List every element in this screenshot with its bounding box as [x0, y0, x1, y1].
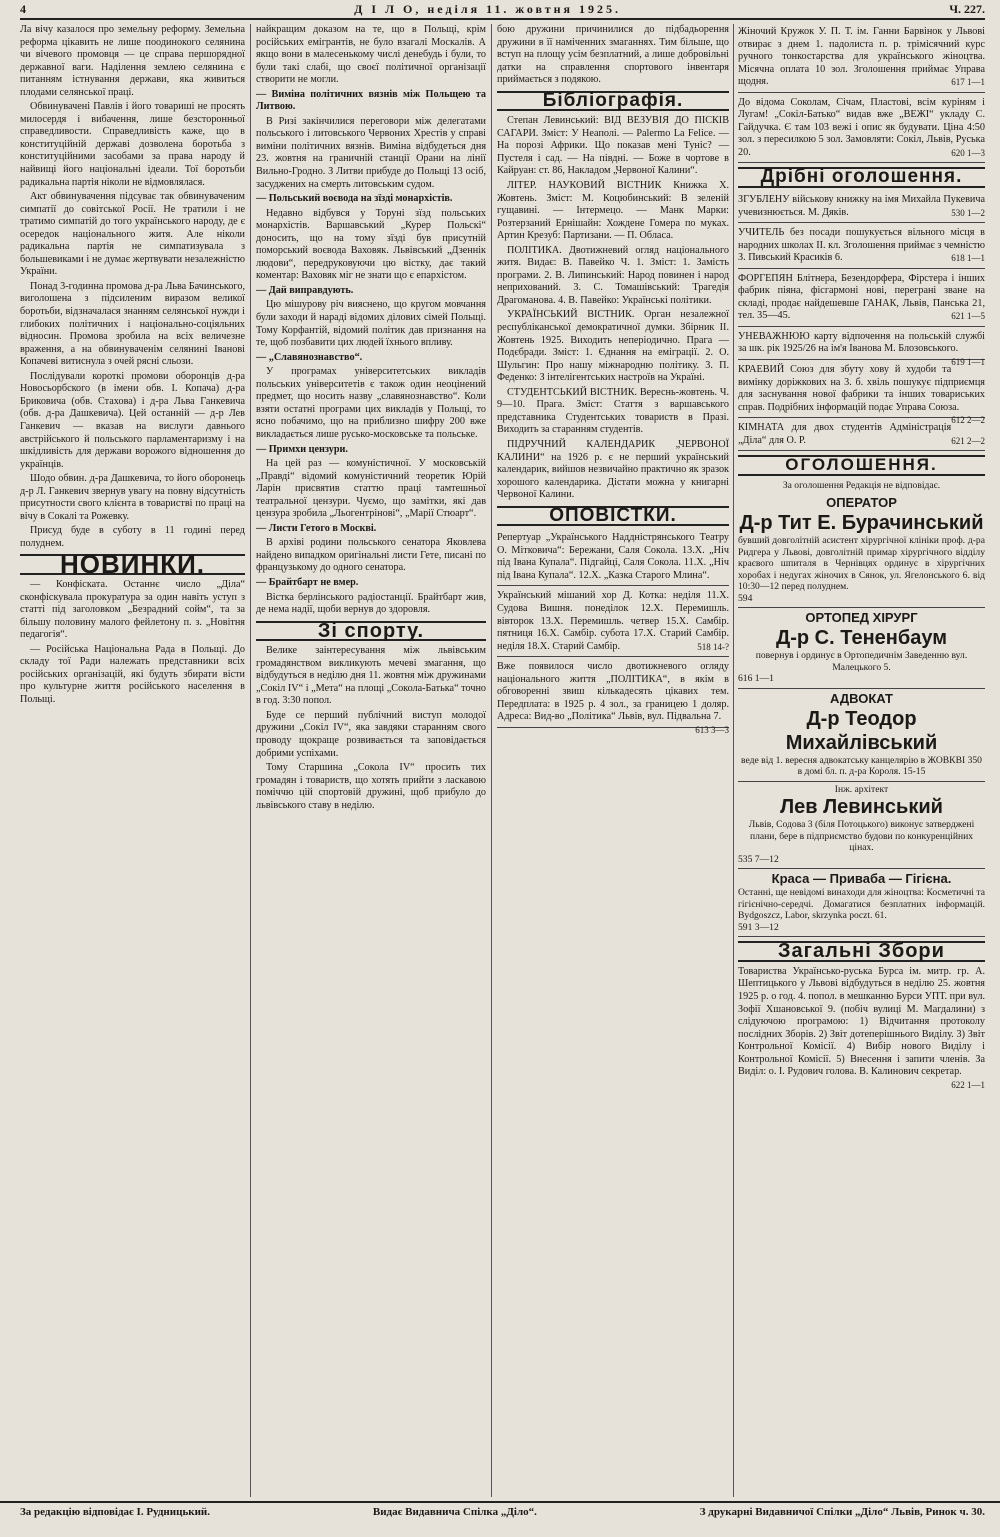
news-heading: — „Славянознавство“.	[256, 351, 363, 363]
column-2	[256, 24, 486, 1497]
bibliography-entry: СТУДЕНТСЬКИЙ ВІСТНИК. Вереснь-жовтень. Ч. 9—10. Прага. Зміст: Стаття з варшавського представника Студентських товариств в Празі. Виходить за старанням студентів.	[497, 386, 729, 436]
bibliography-entry: ПІДРУЧНИЙ КАЛЕНДАРИК „ЧЕРВОНОЇ КАЛИНИ“ на 1926 р. є не перший український календарик, вийшов незвичайно практично як зразок хорошого календарика. Дістати можна у книгарні Червоної Калини.	[497, 438, 729, 501]
ad-reference: 619 1—1	[951, 357, 985, 368]
ad-text: До відома Соколам, Січам, Пластові, всім куріням і Лугам! „Сокіл-Батько“ видав вже „ВЕЖІ“ укладу С. Гайдучка. Є там 103 вежі і опис як будувати. Ціна 4:50 зол. з пересилкою 5 зол. Замовляти: Сокіл, Львів, Руська 20.	[738, 96, 985, 158]
ad-text: УЧИТЕЛЬ без посади пошукується вільного місця в народних школах ІІ. кл. Зголошення приймає з чемністю З. Пивський Красиків 6.	[738, 227, 985, 264]
classified-ad	[738, 362, 985, 426]
announcement	[497, 588, 729, 657]
announcement-text: Вже появилося число двотижневого огляду національного життя „ПОЛІТИКА“, в якім в обговоренні звиш кількадесять цікавих тем. Передплата: в 1925 р. 4 зол., за границею 1 доляр. Адреса: Вид-во „Політика“ Львів, вул. Підвальна 7.	[497, 661, 729, 723]
column-4	[738, 24, 985, 1497]
ad-reference: 616 1—1	[738, 673, 774, 685]
meeting-notice	[738, 965, 985, 1090]
ad-reference: 535 7—12	[738, 853, 779, 865]
masthead	[20, 0, 985, 20]
ad-text: УНЕВАЖНЮЮ карту відпочення на польській службі за шк. рік 1925/26 на ім'я Іванова М. Блозовського.	[738, 330, 985, 355]
announcement	[497, 530, 729, 586]
news-item: В Ризі закінчилися переговори між делегатами польського і литовського Червоних Хрестів у справі виміни політичних вязнів. Виміна відбудеться дня 23. жовтня на граничній станції Орани на лінії Вильно-Гродно. З Литви прибуде до Польщі 13 осіб, засуджених на смерть литовським судом.	[256, 115, 486, 190]
column-3	[497, 24, 729, 1497]
article-paragraph: Понад 3-годинна промова д-ра Льва Бачинського, виголошена з підсиленим виразом великої боротьби, відзначалася знанням селянської нужди і глибоких політичних і національно-соціяльних відносин. Промова зробила на всіх величезне враження, а на обвинуваченім селянині Іванові Копачеві витиснула з очей рясні сльози.	[20, 280, 245, 368]
footer-printer: З друкарні Видавничої Спілки „Діло“ Львів, Ринок ч. 30.	[699, 1506, 985, 1518]
column-1	[20, 24, 245, 1497]
footer-rule	[0, 1501, 1000, 1503]
footer-publisher: Видає Видавнича Спілка „Діло“.	[372, 1506, 537, 1518]
ad-reference: 612 2—2	[951, 415, 985, 426]
section-heading-advertisements: ОГОЛОШЕННЯ.	[738, 455, 985, 476]
ad-text: КРАЕВИЙ Союз для збуту хову й худоби та вимінку доріжкових на 3. б. хвіль пошукує підприємця для заснування нової фабрики та інших товариських справ. Подрібних інформацій подає Управа Союза.	[738, 364, 985, 413]
sport-paragraph: Буде се перший публічний виступ молодої дружини „Сокіл IV“, яка завдяки старанням свого проводу щокраще розвивається та заповідається добрими успіхами.	[256, 709, 486, 759]
news-item: — Російська Національна Рада в Польщі. До складу тої Ради належать представники всіх російських організацій, які будуть збирати вісти про культурне життя російського населення в Польщі.	[20, 643, 245, 705]
article-paragraph: Акт обвинувачення підсуває так обвинуваченим симпатії до совітської Росії. Не тратили і не тратимо симпатій до того українського народу, де є осередок національного житя. Але ніколи радикальна партія не симпатизувала з большевиками і не думає жертвувати незалежністю України.	[20, 191, 245, 278]
masthead-title: Д І Л О, неділя 11. жовтня 1925.	[354, 1, 622, 16]
section-heading-announcements: ОПОВІСТКИ.	[497, 506, 729, 527]
ad-text: Жіночий Кружок У. П. Т. ім. Ганни Барвінок у Львові отвирає з днем 1. падолиста п. р. трімісячний курс ручного тонкостарства для українського жіноцтва. Місячна оплата 10 зол. Зголошення приймає Управа щодня.	[738, 26, 985, 88]
news-item: Недавно відбувся у Торуні зїзд польських монархістів. Варшавський „Курер Польскі“ доносить, що на тому зїзді був присутній поморський воєвода Ваховяк. Львівський „Дзеннік людови“, передруковуючи цю вістку, дає такий коментар: Ваховяк міг не знати що є епархістом.	[256, 207, 486, 282]
column-divider	[491, 24, 492, 1497]
news-item: — Конфіската. Останнє число „Діла“ сконфіскувала прокуратура за один навіть уступ з статті під заголовком „Безрадний сойм“, та за більшу половину малого фейлетону п. з. „Новітня педагогія“.	[20, 578, 245, 641]
ad-name: Д-р Теодор Михайлівський	[785, 707, 938, 754]
ad-reference: 591 3—12	[738, 921, 779, 933]
section-heading-small-ads: Дрібні оголошення.	[738, 167, 985, 188]
news-item: Вістка берлінського радіостанції. Брайтбарт жив, де нема надії, щоби вернув до здоровля.	[256, 591, 486, 616]
announcement-text: Репертуар „Українського Наддністрянського Театру О. Мітковича“: Бережани, Саля Сокола. 13.X. „Ніч під Івана Купала“. Підгайці, Саля Сокола. 11.X. „Ніч під Івана Купала“. 12.X. „Казка Старого Млина“.	[497, 532, 729, 581]
ad-label: Інж. архітект	[834, 783, 889, 795]
ad-reference: 621 2—2	[951, 435, 985, 446]
announcement-text: Український мішаний хор Д. Котка: неділя 11.X. Судова Вишня. понеділок 12.X. Перемишль. вівторок 13.X. Перемишль. четвер 15.X. Самбір. пятниця 16.X. Самбір. субота 17.X. Старий Самбір. неділя 18.X. Старий Самбір.	[497, 590, 729, 652]
classified-ad	[738, 192, 985, 223]
news-heading: — Брайтбарт не вмер.	[256, 576, 359, 588]
article-paragraph: Послідували короткі промови оборонців д-ра Новосьорбского (в імени обв. І. Копача) д-ра Бриковича (обв. Стахова) і д-ра Льва Ганкевича (обв. д-ра Дашкевича). Цей останній — д-р Лев Ганкевич — вказав на вислуги давнього австрійського й польського парламентаризму і на шкідливість для держави ворожого відношення до українців.	[20, 370, 245, 470]
ad-text: Останні, ще невідомі винаходи для жіноцтва: Косметичні та гігієнічно-середчі. Домагатися безплатних інформацій. Bydgoszcz, Labor, skrzynka poczt. 61.	[738, 887, 985, 922]
doctor-ad-tenenbaum	[738, 608, 985, 689]
sport-paragraph: Тому Старшина „Сокола IV“ просить тих громадян і товариств, що хотять прийти з ласкавою поміччю цій спортовій дружині, щоб прибуло до львівського ставу в неділю.	[256, 762, 486, 811]
ad-text: бувший довголітній асистент хірургічної клініки проф. д-ра Ридгера у Львові, довголітній примар хірургічного відділу краєвого шпиталя в Чернівцях ординує в хірургічних хоробах і недугах жіночих в Сянок, ул. Ягелонського 6. від 10:30—12 перед полуднем.	[738, 535, 985, 593]
ad-text: повернув і ординує в Ортопедичнім Заведенню вул. Малецького 5.	[755, 650, 968, 673]
ad-reference: 594	[738, 592, 753, 604]
news-item: На цей раз — комуністичної. У московській „Правді“ відомий комуністичний теоретик Юрій Ларін присвятив статтю праці тамтешньої театральної цензури. Чуємо, що замітки, які дав цензура зробила „Льогентрінові“, „Марії Стюарт“.	[256, 458, 486, 520]
ad-name: Д-р С. Тененбаум	[776, 627, 947, 650]
sport-paragraph: Велике заінтересування між львівським громадянством викликують мечеві змагання, що відбудуться в неділю дня 11. жовтня між дружинами „Сокіл IV“ і „Мета“ на площі „Сокола-Батька“ точно в год. 3:30 попол.	[256, 645, 486, 707]
article-paragraph: найкращим доказом на те, що в Польщі, крім російських емігрантів, не було взагалі Москалів. А якщо вони в малесенькому числі денебудь і були, то були такі слабі, що своєї політичної організації створити не могли.	[256, 24, 486, 86]
section-heading-sport: Зі спорту.	[256, 621, 486, 642]
classified-ad	[738, 271, 985, 327]
ad-name: Лев Левинський	[780, 796, 943, 819]
classified-ad	[738, 420, 985, 451]
ad-label: ОРТОПЕД ХІРУРГ	[805, 610, 918, 626]
lawyer-ad-mykhailivskyi	[738, 689, 985, 782]
ad-reference: 613 3—3	[695, 724, 729, 735]
ad-text: Товариства Українсько-руська Бурса ім. митр. гр. А. Шептицького у Львові відбудуться в неділю 25. жовтня 1925 р. о год. 4. попол. в мешканню Бурси УПТ. при вул. Зофії Хшановської 9. (побіч вулиці М. Магдалини) з слідуючою програмою: 1) Відчитання протоколу послідних Зборів. 2) Звіт дотеперішнього Виділу. 3) Звіт Контрольної Комісії. 4) Вибір нового Виділу і Контрольної Комісії. 5) Внесення і запити членів. За Виділ: о. І. Рудович голова. В. Калинович секретар.	[738, 965, 985, 1078]
classified-ad	[738, 225, 985, 269]
ad-label: ОПЕРАТОР	[826, 495, 897, 511]
news-heading: — Дай виправдують.	[256, 284, 354, 296]
ad-text: КІМНАТА для двох студентів Адміністрація „Діла“ для О. Р.	[738, 422, 952, 446]
news-heading: — Примхи цензури.	[256, 443, 348, 455]
bibliography-entry: УКРАЇНСЬКИЙ ВІСТНИК. Орган незалежної республіканської демократичної думки. Збірник ІІ. Жовтень 1925. Виходить неперіодично. Прага — Подєбради. Зміст: 1. Єднання на еміграції. 2. О. Шульгин: Про нашу міжнародню політику. 3. П. Феденко: З інтелігентських настроїв на Україні.	[497, 309, 729, 384]
doctor-ad-burachynskyi	[738, 493, 985, 608]
news-heading: — Польський воєвода на зїзді монархістів.	[256, 193, 453, 205]
cosmetics-ad	[738, 869, 985, 937]
footer	[20, 1506, 985, 1520]
ad-reference: 518 14-?	[697, 641, 729, 652]
bibliography-entry: ЛІТЕР. НАУКОВИЙ ВІСТНИК Книжка Х. Жовтень. Зміст: М. Коцюбинський: В зеленій гущавині. — Інтермецо. — Манк Марки: Розтерзаний Ернішайн: Хождене Гомера по муках. Артин Крезуб: Партизани. — П. Обласа.	[497, 180, 729, 242]
news-item: Цю мішурову річ вияснено, що кругом мовчання були заходи й нараді відомих ділових сімей Польщі. Тому Корфантій, відомий політик дав признання на те, щоб позбавити цих людей їхнього впливу.	[256, 299, 486, 349]
sport-paragraph: бою дружини причинилися до підбадьорення дружини в її наміченних змаганнях. Тим більше, що вступ на площу усім безплатний, а лише добровільні датки на справлення спортового інвентаря приймається з подякою.	[497, 24, 729, 86]
article-paragraph: Присуд буде в суботу в 11 годині перед полуднем.	[20, 525, 245, 549]
bibliography-entry: ПОЛІТИКА. Двотижневий огляд національного житя. Видає: В. Павейко Ч. 1. Зміст: 1. Замість програми. 2. В. Липинський: Народ повинен і народ неприхований. 3. С. Томашівський: Трагедія Драгоманова. 4. В. Павейко: Українські політики.	[497, 244, 729, 306]
announcement	[497, 659, 729, 735]
classified-ad	[738, 329, 985, 368]
section-heading-general-meeting: Загальні Збори	[738, 941, 985, 962]
article-paragraph: Обвинувачені Павлів і його товариші не просять милосердя і вибачення, лише безсторонньої справедливости. Справедливість каже, що в конституційній державі дозволена боротьба з конституційними засобами за права народу й найвищі його національні ідеали. Тої боротьби радикальна партія ніколи не відмовлялася.	[20, 101, 245, 188]
classified-ad	[738, 95, 985, 164]
ad-text: ЗГУБЛЕНУ військову книжку на імя Михайла Пукевича учевизнюється. М. Дяків.	[738, 194, 985, 218]
ad-reference: 617 1—1	[951, 77, 985, 88]
section-heading-bibliography: Бібліографія.	[497, 91, 729, 112]
ad-reference: 622 1—1	[951, 1079, 985, 1090]
ad-reference: 621 1—5	[951, 311, 985, 322]
article-paragraph: Шодо обвин. д-ра Дашкевича, то його оборонець д-р Л. Ганкевич звернув увагу на повну відсутність присутности свого клієнта в товаристві по праці на вічу в Сокалі та Рожевку.	[20, 473, 245, 522]
news-heading: — Виміна політичних вязнів між Польщею та Литвою.	[256, 88, 486, 113]
issue-number: Ч. 227.	[949, 1, 985, 16]
ad-reference: 530 1—2	[951, 207, 985, 218]
classified-ad	[738, 24, 985, 93]
news-item: У програмах університетських викладів польських університетів є також один неоцінений предмет, що носить назву „славянознавство“. Коли взяти остатні програми цих викладів у Польщі, то ясно побачимо, що на приблизно шифру 200 вже викладається лише русько-московське та польське.	[256, 366, 486, 440]
ad-name: Д-р Тит Е. Бурачинський	[739, 512, 984, 535]
section-heading-news: НОВИНКИ.	[20, 554, 245, 575]
footer-editor: За редакцію відповідає І. Рудницький.	[20, 1506, 211, 1518]
ad-label: АДВОКАТ	[830, 690, 893, 706]
ad-text: веде від 1. вересня адвокатську канцелярію в ЖОВКВІ 350 в домі бл. п. д-ра Короля. 15-15	[741, 754, 982, 778]
ad-text: ФОРГЕПЯН Блітнера, Безендорфера, Фірстера і інших фабрик піяна, фісгармоні нові, переграні зване на складі, продає найдешевше ГАНАК, Львів, Панська 21, тел. 35—45.	[738, 272, 985, 322]
ad-label: Краса — Приваба — Гігієна.	[771, 871, 952, 887]
disclaimer: За оголошення Редакція не відповідає.	[782, 479, 941, 491]
article-paragraph: Ла вічу казалося про земельну реформу. Земельна реформа цікавить не лише поодинокого селянина чи вічевого промовця — це справа першорядної державної ваги. Наділення землею селянина є питанням істнування держави, яка живиться плодами селянської праці.	[20, 24, 245, 98]
bibliography-entry: Степан Левинський: ВІД ВЕЗУВІЯ ДО ПІСКІВ САГАРИ. Зміст: У Неаполі. — Palermo La Felice. — На порозі Африки. Що показав мені Туніс? — Пустеля і сад. — На півдні. — Боже в чортове в Кайруан: ст. 86, Накладом „Червоної Калини“.	[497, 115, 729, 177]
architect-ad-levynskyi	[738, 782, 985, 870]
ad-text: Львів, Содова 3 (біля Потоцького) виконує затверджені плани, бере в підприємство будови по конкуренційних цінах.	[748, 819, 975, 854]
ad-reference: 620 1—3	[951, 147, 985, 158]
page-number: 4	[20, 1, 26, 16]
column-divider	[733, 24, 734, 1497]
ad-reference: 618 1—1	[951, 253, 985, 264]
news-heading: — Листи Гетого в Москві.	[256, 522, 377, 534]
news-item: В архіві родини польського сенатора Яковлева найдено випадком оригінальні листи Гете, писані по французькому до одного сенатора.	[256, 537, 486, 574]
column-divider	[250, 24, 251, 1497]
